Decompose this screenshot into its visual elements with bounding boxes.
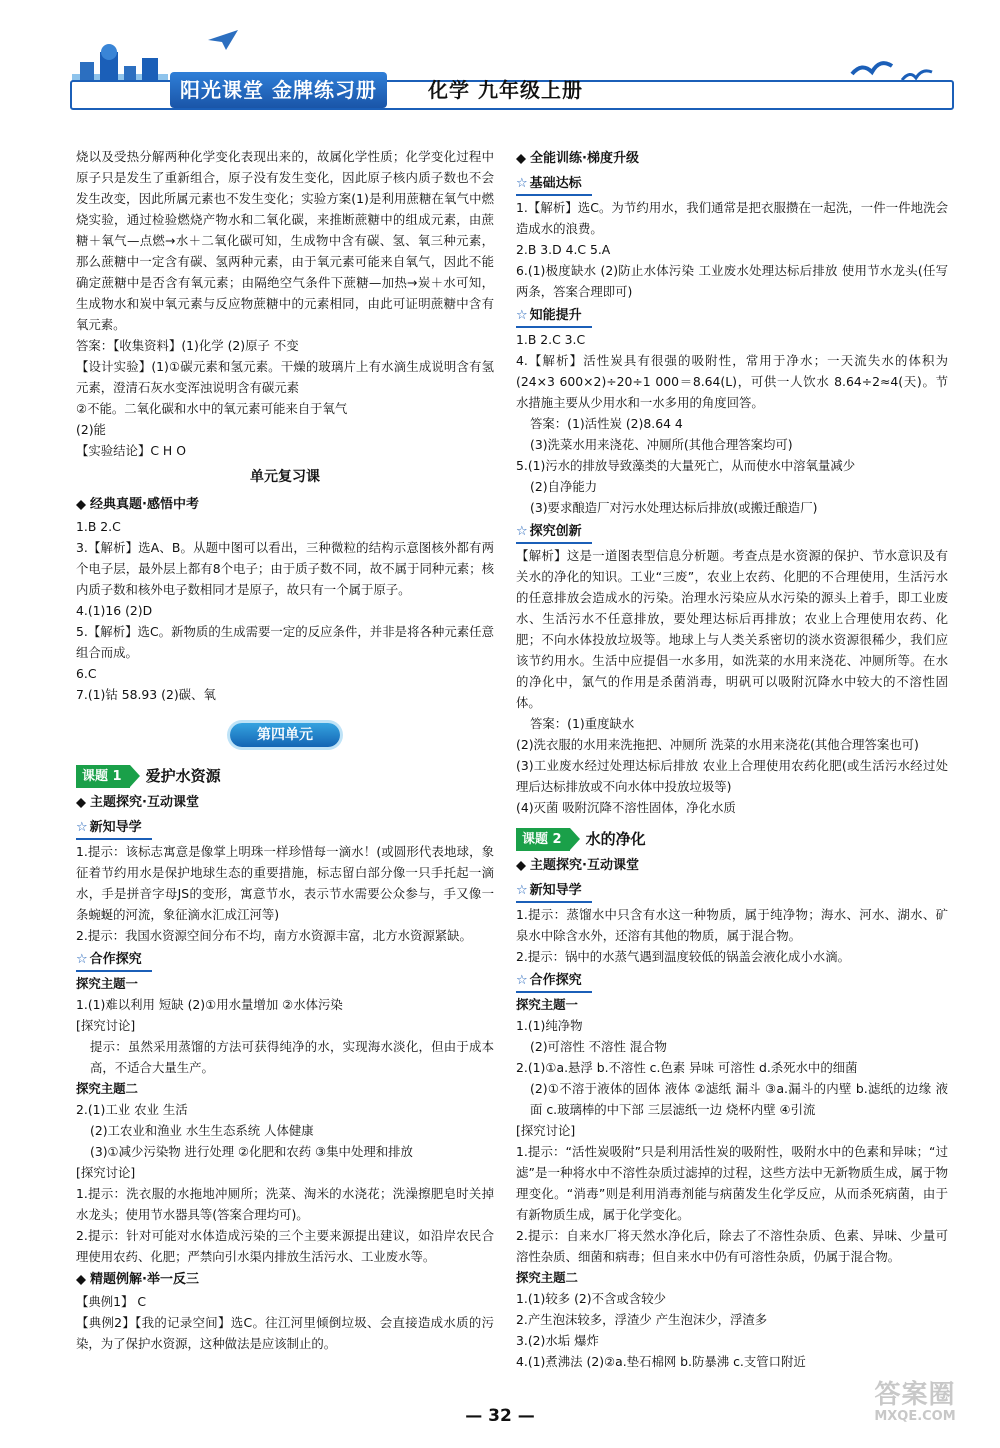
answer-line: 【典例2】【我的记录空间】选C。往江河里倾倒垃圾、会直接造成水质的污染，为了保护水资源，这种做法是应该制止的。: [76, 1315, 494, 1351]
subsection-label: 新知导学: [89, 820, 142, 835]
seagulls-icon: [850, 52, 940, 86]
answer-line: 答案：(1)重度缺水: [530, 716, 635, 731]
discussion-label: [探究讨论]: [76, 1018, 136, 1033]
subsection-label: 合作探究: [89, 952, 142, 967]
answer-line: 6.(1)极度缺水 (2)防止水体污染 工业废水处理达标后排放 使用节水龙头(任写两条，答案合理即可): [516, 263, 948, 299]
section-heading: [76, 494, 494, 515]
lesson-tag: 课题 2: [516, 828, 570, 851]
section-heading: [516, 148, 948, 169]
answer-line: 【典例1】 C: [76, 1294, 147, 1309]
answer-line: 4.(1)煮沸法 (2)②a.垫石棉网 b.防暴沸 c.支管口附近: [516, 1354, 806, 1369]
answer-line: 1.提示：该标志寓意是像掌上明珠一样珍惜每一滴水！(或圆形代表地球，象征着节约用水是保护地球生态的重要措施，标志留白部分像一只手托起一滴水，手是拼音字母JS的变形，寓意节水，表示节水需要公众参与，手又像一条蜿蜒的河流，象征滴水汇成江河等): [76, 844, 494, 922]
answer-line: (2)自净能力: [530, 479, 598, 494]
paragraph: (2)能: [76, 422, 106, 437]
page-header: [0, 0, 1000, 130]
star-icon: ☆: [516, 176, 528, 191]
subsection-label: 知能提升: [529, 308, 582, 323]
subsection-label: 合作探究: [529, 973, 582, 988]
subsection-heading: [76, 949, 152, 972]
subsection-label: 新知导学: [529, 883, 582, 898]
answer-line: 1.提示：“活性炭吸附”只是利用活性炭的吸附性，吸附水中的色素和异味；“过滤”是一种将水中不溶性杂质过滤掉的过程，这些方法中无新物质生成，属于物理变化。“消毒”则是利用消毒剂能与病菌发生化学反应，从而杀死病菌，由于有新物质生成，属于化学变化。: [516, 1144, 948, 1222]
section-heading-label: 经典真题·感悟中考: [90, 497, 199, 512]
star-icon: ☆: [516, 524, 528, 539]
left-column: [76, 146, 494, 1354]
answer-line: 提示：虽然采用蒸馏的方法可获得纯净的水，实现海水淡化，但由于成本高，不适合大量生产。: [90, 1039, 494, 1075]
subsection-heading: [516, 880, 592, 903]
answer-line: 2.(1)①a.悬浮 b.不溶性 c.色素 异味 可溶性 d.杀死水中的细菌: [516, 1060, 858, 1075]
answer-line: 5.(1)污水的排放导致藻类的大量死亡，从而使水中溶氧量减少: [516, 458, 856, 473]
star-icon: ☆: [516, 883, 528, 898]
topic-label: 探究主题二: [516, 1270, 578, 1285]
answer-line: 2.提示：我国水资源空间分布不均，南方水资源丰富，北方水资源紧缺。: [76, 928, 472, 943]
answer-line: 2.B 3.D 4.C 5.A: [516, 242, 611, 257]
star-icon: ☆: [76, 952, 88, 967]
section-heading: [76, 792, 494, 813]
section-heading-label: 精题例解·举一反三: [90, 1272, 199, 1287]
subsection-heading: [516, 305, 592, 328]
topic-label: 探究主题一: [76, 976, 138, 991]
star-icon: ☆: [516, 308, 528, 323]
answer-line: 2.产生泡沫较多，浮渣少 产生泡沫少，浮渣多: [516, 1312, 768, 1327]
answer-line: 1.【解析】选C。为节约用水，我们通常是把衣服攒在一起洗，一件一件地洗会造成水的浪费。: [516, 200, 948, 236]
subsection-heading: [516, 521, 592, 544]
section-heading-label: 全能训练·梯度升级: [530, 151, 639, 166]
answer-line: 3.【解析】选A、B。从题中图可以看出，三种微粒的结构示意图核外都有两个电子层，最外层上都有8个电子；由于质子数不同，故不属于同种元素；核内质子数和核外电子数相同才是原子，故只有一个属于原子。: [76, 540, 494, 597]
diamond-icon: [516, 861, 526, 871]
unit-banner: 第四单元: [230, 723, 340, 747]
answer-line: 4.【解析】活性炭具有很强的吸附性，常用于净水；一天流失水的体积为(24×3 600×2)÷20÷1 000＝8.64(L)，可供一人饮水 8.64÷2≈4(天)。节水措施主要从少用水和一水多用的角度回答。: [516, 353, 948, 410]
answer-line: 1.提示：洗衣服的水拖地冲厕所；洗菜、淘米的水浇花；洗澡擦肥皂时关掉水龙头；使用节水器具等(答案合理均可)。: [76, 1186, 494, 1222]
paragraph: 烧以及受热分解两种化学变化表现出来的，故属化学性质；化学变化过程中原子只是发生了重新组合，原子没有发生变化，因此原子核内质子数也不会发生改变，因此所属元素也不发生变化；实验方案(1)是利用蔗糖在氧气中燃烧实验，通过检验燃烧产物水和二氧化碳，来推断蔗糖中的组成元素，由蔗糖＋氧气—点燃→水＋二氧化碳可知，生成物中含有碳、氢、氧三种元素，那么蔗糖中一定含有碳、氢两种元素，由于氧元素可能来自氧气，因此不能确定蔗糖中是否含有氧元素；由隔绝空气条件下蔗糖—加热→炭＋水可知，生成物水和炭中氧元素与反应物蔗糖中的元素相同，由此可证明蔗糖中含有氧元素。: [76, 149, 494, 332]
answer-line: (3)工业废水经过处理达标后排放 农业上合理使用农药化肥(或生活污水经过处理后达标排放或不向水体中投放垃圾等): [516, 758, 948, 794]
subsection-heading: [76, 817, 152, 840]
star-icon: ☆: [76, 820, 88, 835]
diamond-icon: [76, 500, 86, 510]
answer-line: 5.【解析】选C。新物质的生成需要一定的反应条件，并非是将各种元素任意组合而成。: [76, 624, 494, 660]
right-column: [516, 146, 948, 1372]
lesson-title: 爱护水资源: [145, 767, 221, 785]
subsection-heading: [516, 970, 592, 993]
section-heading-label: 主题探究·互动课堂: [530, 858, 639, 873]
section-heading: [516, 855, 948, 876]
answer-line: 2.提示：锅中的水蒸气遇到温度较低的锅盖会液化成小水滴。: [516, 949, 850, 964]
answer-line: 2.提示：针对可能对水体造成污染的三个主要来源提出建议，如沿岸农民合理使用农药、化肥；严禁向引水渠内排放生活污水、工业废水等。: [76, 1228, 494, 1264]
discussion-label: [探究讨论]: [516, 1123, 576, 1138]
answer-line: 4.(1)16 (2)D: [76, 603, 153, 618]
answer-line: 6.C: [76, 666, 97, 681]
diamond-icon: [516, 154, 526, 164]
site-watermark: [850, 1380, 980, 1440]
answer-line: 7.(1)钴 58.93 (2)碳、氧: [76, 687, 216, 702]
star-icon: ☆: [516, 973, 528, 988]
review-title: 单元复习课: [250, 469, 320, 485]
lesson-heading: [516, 828, 948, 851]
lesson-tag: 课题 1: [76, 765, 130, 788]
subsection-label: 基础达标: [529, 176, 582, 191]
diamond-icon: [76, 798, 86, 808]
paragraph: 【实验结论】C H O: [76, 443, 186, 458]
discussion-label: [探究讨论]: [76, 1165, 136, 1180]
watermark-text: 答案圈: [874, 1380, 956, 1410]
answer-line: 答案：(1)活性炭 (2)8.64 4: [530, 416, 683, 431]
section-heading: [76, 1269, 494, 1290]
answer-line: 1.提示：蒸馏水中只含有水这一种物质，属于纯净物；海水、河水、湖水、矿泉水中除含水外，还溶有其他的物质，属于混合物。: [516, 907, 948, 943]
answer-line: (2)洗衣服的水用来洗拖把、冲厕所 洗菜的水用来浇花(其他合理答案也可): [516, 737, 919, 752]
answer-line: (3)要求酿造厂对污水处理达标后排放(或搬迁酿造厂): [530, 500, 818, 515]
paragraph: 【设计实验】(1)①碳元素和氢元素。干燥的玻璃片上有水滴生成说明含有氢元素，澄清石灰水变浑浊说明含有碳元素: [76, 359, 494, 395]
paragraph: ②不能。二氧化碳和水中的氧元素可能来自于氧气: [76, 401, 348, 416]
answer-line: (2)①不溶于液体的固体 液体 ②滤纸 漏斗 ③a.漏斗的内壁 b.滤纸的边缘 液面 c.玻璃棒的中下部 三层滤纸一边 烧杯内壁 ④引流: [530, 1081, 948, 1117]
answer-line: 3.(2)水垢 爆炸: [516, 1333, 599, 1348]
answer-line: (2)工农业和渔业 水生生态系统 人体健康: [90, 1123, 314, 1138]
subsection-heading: [516, 173, 592, 196]
section-heading-label: 主题探究·互动课堂: [90, 795, 199, 810]
subsection-label: 探究创新: [529, 524, 582, 539]
lesson-heading: [76, 765, 494, 788]
answer-line: 1.B 2.C: [76, 519, 121, 534]
diamond-icon: [76, 1275, 86, 1285]
answer-line: 1.(1)较多 (2)不含或含较少: [516, 1291, 666, 1306]
paper-plane-icon: [208, 30, 238, 50]
lesson-title: 水的净化: [585, 830, 646, 848]
paragraph: 答案：【收集资料】(1)化学 (2)原子 不变: [76, 338, 299, 353]
answer-line: 2.提示：自来水厂将天然水净化后，除去了不溶性杂质、色素、异味、少量可溶性杂质、细菌和病毒；但自来水中仍有可溶性杂质，仍属于混合物。: [516, 1228, 948, 1264]
answer-line: 【解析】这是一道图表型信息分析题。考查点是水资源的保护、节水意识及有关水的净化的知识。工业“三废”，农业上农药、化肥的不合理使用，生活污水的任意排放会造成水的污染。治理水污染应从水污染的源头上着手，即工业废水、生活污水不任意排放，要处理达标后再排放；农业上合理使用农药、化肥；不向水体投放垃圾等。地球上与人类关系密切的淡水资源很稀少，我们应该节约用水。生活中应提倡一水多用，如洗菜的水用来浇花、冲厕所等。在水的净化中，氯气的作用是杀菌消毒，明矾可以吸附沉降水中较大的不溶性固体。: [516, 548, 948, 710]
subject-grade: 化学 九年级上册: [428, 78, 583, 102]
answer-line: (3)①减少污染物 进行处理 ②化肥和农药 ③集中处理和排放: [90, 1144, 413, 1159]
page-number: — 32 —: [465, 1406, 535, 1426]
answer-line: 1.(1)纯净物: [516, 1018, 583, 1033]
answer-line: 1.(1)难以利用 短缺 (2)①用水量增加 ②水体污染: [76, 997, 343, 1012]
watermark-domain: MXQE.COM: [874, 1409, 956, 1424]
topic-label: 探究主题二: [76, 1081, 138, 1096]
answer-line: 2.(1)工业 农业 生活: [76, 1102, 188, 1117]
topic-label: 探究主题一: [516, 997, 578, 1012]
answer-line: (3)洗菜水用来浇花、冲厕所(其他合理答案均可): [530, 437, 793, 452]
answer-line: (4)灭菌 吸附沉降不溶性固体，净化水质: [516, 800, 736, 815]
series-title: 阳光课堂 金牌练习册: [170, 72, 387, 108]
answer-line: 1.B 2.C 3.C: [516, 332, 586, 347]
answer-line: (2)可溶性 不溶性 混合物: [530, 1039, 667, 1054]
